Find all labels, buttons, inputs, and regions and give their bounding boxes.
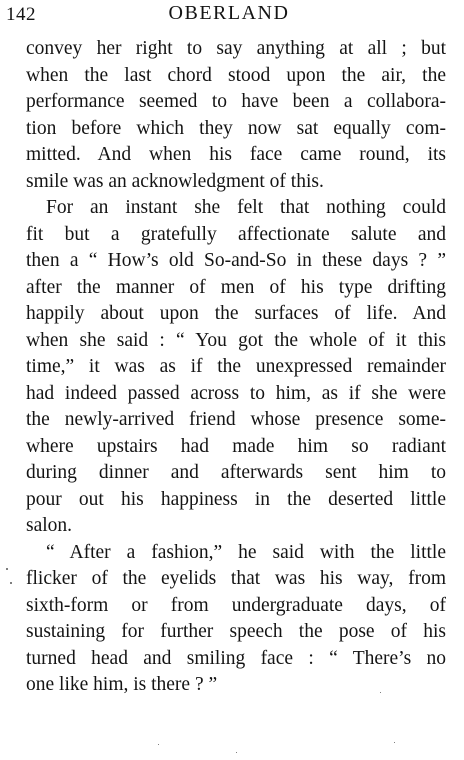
text-line: sustaining for further speech the pose of his (26, 621, 446, 642)
paragraph (26, 195, 446, 540)
text-line: turned head and smiling face : “ There’s no (26, 647, 446, 669)
text-line: smile was an acknowledgment of this. (26, 170, 324, 192)
paragraph (26, 540, 446, 699)
text-line: flicker of the eyelids that was his way, from (26, 568, 446, 589)
text-line: “ After a fashion,” he said with the little (46, 541, 446, 563)
text-line: tion before which they now sat equally com- (26, 117, 446, 139)
text-line: during dinner and afterwards sent him to (26, 462, 446, 483)
text-line: one like him, is there ? ” (26, 674, 218, 695)
page-number: 142 (6, 4, 36, 25)
body-text (26, 36, 446, 699)
text-line: For an instant she felt that nothing could (46, 197, 446, 218)
paragraph (26, 36, 446, 195)
text-line: mitted. And when his face came round, its (26, 144, 446, 165)
text-line: salon. (26, 515, 73, 536)
text-line: sixth-form or from undergraduate days, of (26, 594, 446, 616)
running-title: OBERLAND (168, 2, 290, 24)
text-line: after the manner of men of his type drifting (26, 276, 446, 298)
text-line: fit but a gratefully affectionate salute and (26, 223, 446, 245)
text-line: convey her right to say anything at all ; but (26, 38, 446, 59)
text-line: had indeed passed across to him, as if she were (26, 382, 446, 404)
text-line: happily about upon the surfaces of life. And (26, 303, 446, 324)
text-line: where upstairs had made him so radiant (26, 435, 446, 457)
text-line: the newly-arrived friend whose presence some- (26, 409, 446, 430)
text-line: when the last chord stood upon the air, the (26, 64, 446, 86)
text-line: performance seemed to have been a collabora- (26, 91, 446, 112)
text-line: then a “ How’s old So-and-So in these days ? ” (26, 250, 446, 271)
text-line: when she said : “ You got the whole of it this (26, 329, 446, 351)
text-line: time,” it was as if the unexpressed remainder (26, 356, 446, 377)
text-line: pour out his happiness in the deserted little (26, 488, 446, 510)
running-head (4, 2, 454, 28)
